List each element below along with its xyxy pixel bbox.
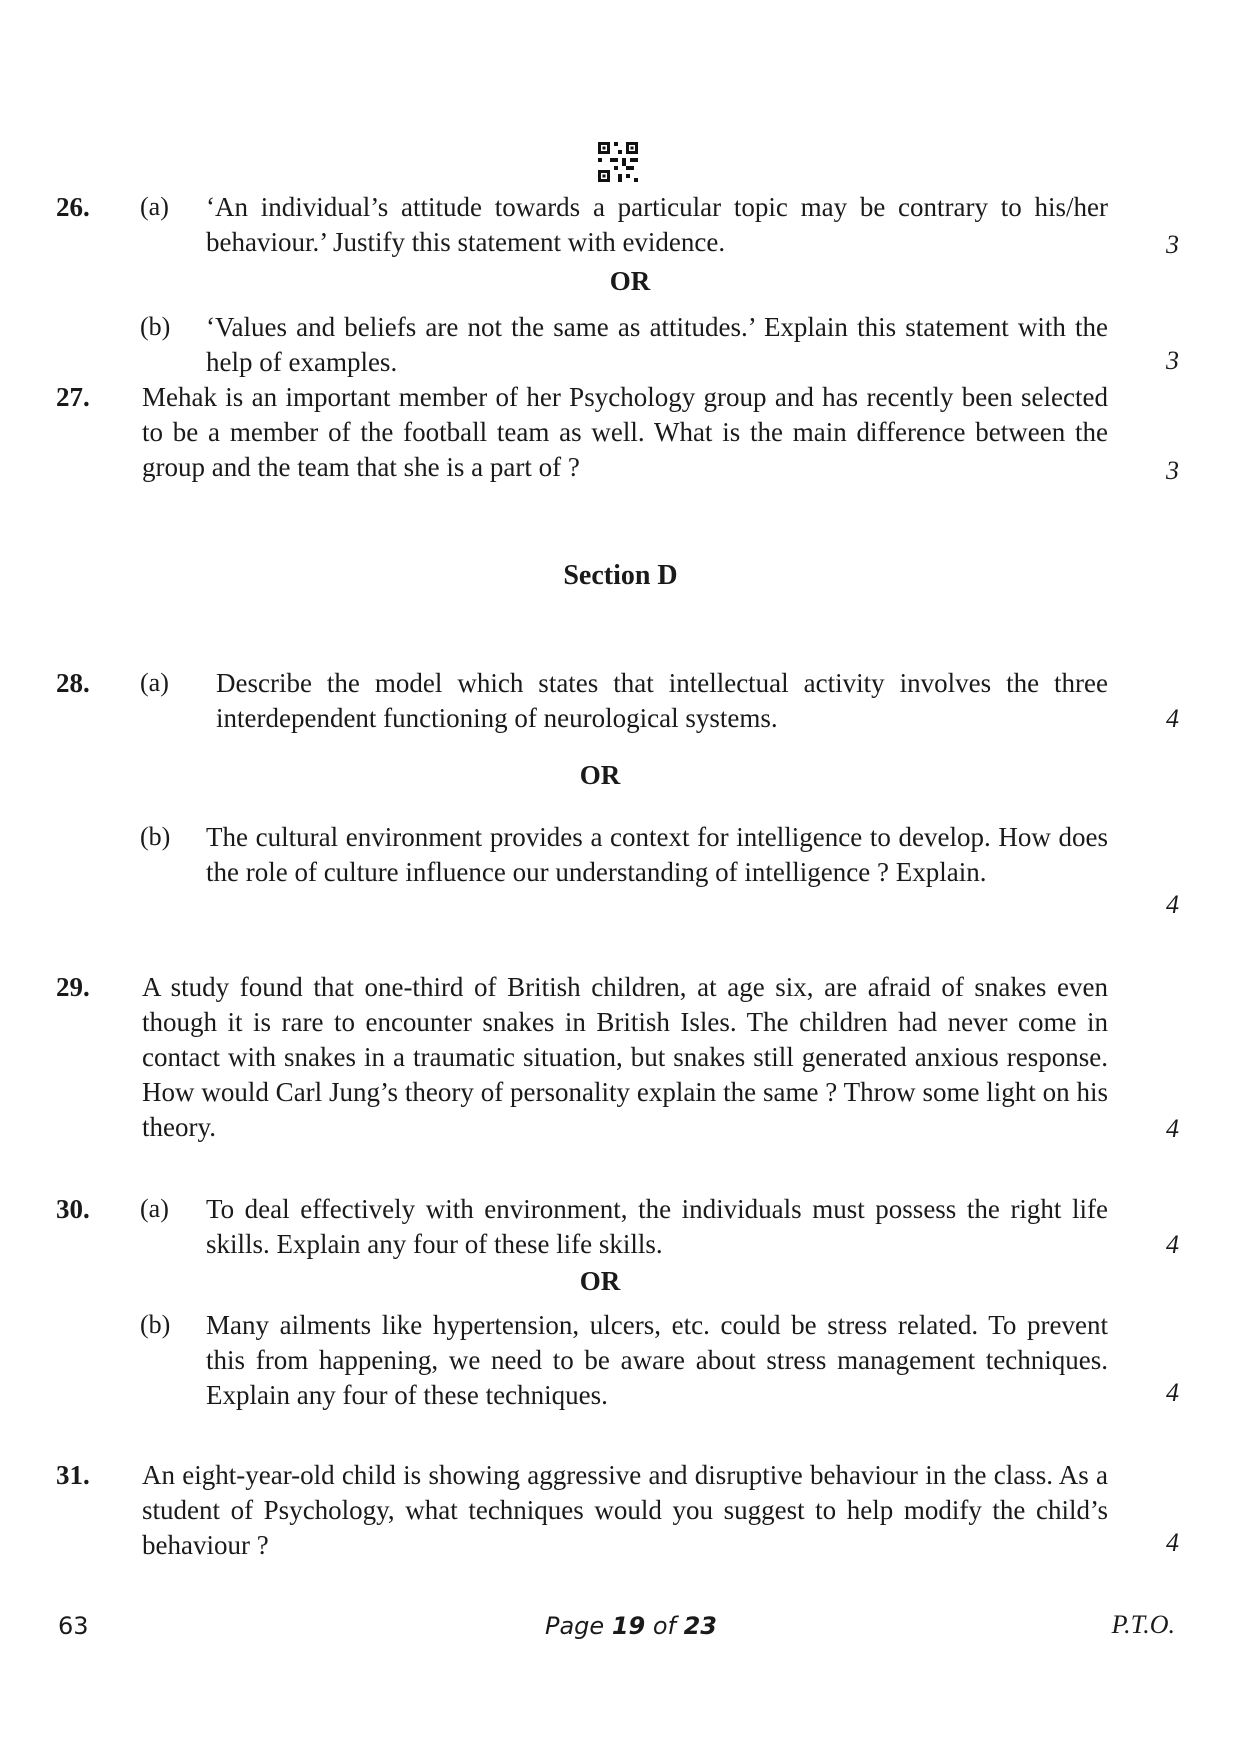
or-separator: OR (609, 266, 651, 296)
paper-code: 63 (58, 1612, 89, 1640)
page-prefix: Page (545, 1612, 612, 1640)
marks: 4 (1166, 704, 1179, 733)
question-number: 26. (56, 192, 90, 222)
or-separator: OR (579, 760, 621, 790)
question-text: Mehak is an important member of her Psychology group and has recently been selected to be a member of the football team as well. What is the main difference between the group and the team that she is a part of ? (142, 382, 1108, 482)
option-label: (a) (140, 192, 169, 221)
page-of: of (645, 1612, 684, 1640)
question-text: A study found that one-third of British children, at age six, are afraid of snakes even though it is rare to encounter snakes in British Isles. The children had never come in contact with snakes in a traumatic situation, but snakes still generated anxious response. How would Carl Jung’s theory of personality explain the same ? Throw some light on his theory. (142, 972, 1108, 1142)
question-number: 27. (56, 382, 90, 412)
page-total: 23 (683, 1612, 718, 1640)
marks: 4 (1166, 1528, 1179, 1557)
question-text: An eight-year-old child is showing aggressive and disruptive behaviour in the class. As a student of Psychology, what techniques would you suggest to help modify the child’s behaviour ? (142, 1460, 1108, 1560)
marks: 3 (1166, 230, 1179, 259)
or-separator: OR (579, 1266, 621, 1296)
question-text: The cultural environment provides a context for intelligence to develop. How does the role of culture influence our understanding of intelligence ? Explain. (206, 822, 1108, 887)
marks: 3 (1166, 456, 1179, 485)
page-number (545, 1612, 717, 1640)
question-number: 30. (56, 1194, 90, 1224)
question-text: To deal effectively with environment, the individuals must possess the right life skills. Explain any four of these life skills. (206, 1194, 1108, 1259)
section-heading: Section D (563, 560, 678, 591)
question-text: Describe the model which states that intellectual activity involves the three interdependent functioning of neurological systems. (216, 668, 1108, 733)
qr-code (598, 142, 638, 182)
question-text: Many ailments like hypertension, ulcers, etc. could be stress related. To prevent this from happening, we need to be aware about stress management techniques. Explain any four of these techniques. (206, 1310, 1108, 1410)
pto-label: P.T.O. (1111, 1610, 1175, 1639)
option-label: (a) (140, 1194, 169, 1223)
page-current: 19 (611, 1612, 646, 1640)
marks: 4 (1166, 1230, 1179, 1259)
marks: 4 (1166, 1378, 1179, 1407)
marks: 4 (1166, 1114, 1179, 1143)
question-number: 28. (56, 668, 90, 698)
marks: 4 (1166, 890, 1179, 919)
question-number: 29. (56, 972, 90, 1002)
marks: 3 (1166, 346, 1179, 375)
option-label: (b) (140, 312, 171, 341)
option-label: (a) (140, 668, 169, 697)
question-text: ‘An individual’s attitude towards a particular topic may be contrary to his/her behaviour.’ Justify this statement with evidence. (206, 192, 1108, 257)
option-label: (b) (140, 822, 171, 851)
option-label: (b) (140, 1310, 171, 1339)
question-number: 31. (56, 1460, 90, 1490)
question-text: ‘Values and beliefs are not the same as attitudes.’ Explain this statement with the help of examples. (206, 312, 1108, 377)
